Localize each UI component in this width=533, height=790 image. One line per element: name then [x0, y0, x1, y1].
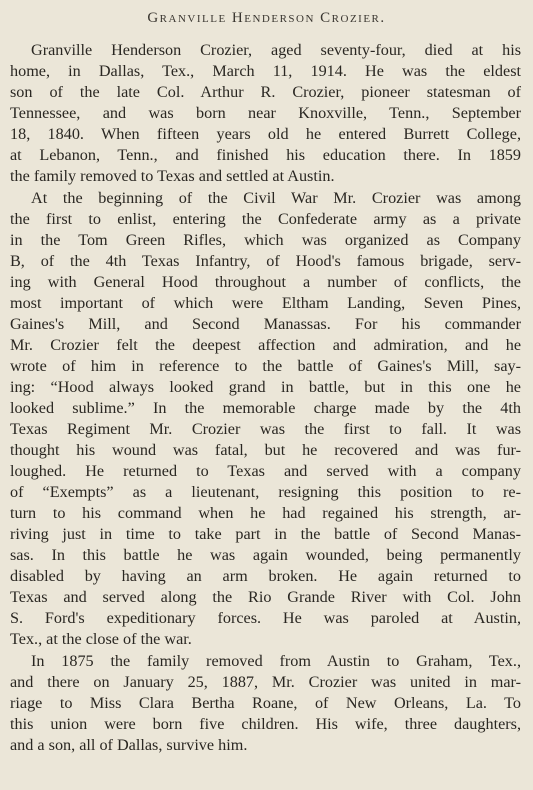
- text-line: loughed. He returned to Texas and served with a company: [10, 462, 521, 480]
- text-line: of “Exempts” as a lieutenant, resigning this position to re-: [10, 483, 521, 501]
- text-line: Mr. Crozier felt the deepest affection and admiration, and he: [10, 336, 521, 354]
- text-line: Granville Henderson Crozier, aged seventy-four, died at his: [31, 41, 521, 59]
- text-line: thought his wound was fatal, but he recovered and was fur-: [10, 441, 521, 459]
- text-line: Texas and served along the Rio Grande River with Col. John: [10, 588, 521, 606]
- text-line: and there on January 25, 1887, Mr. Crozier was united in mar-: [10, 673, 521, 691]
- text-line: B, of the 4th Texas Infantry, of Hood's famous brigade, serv-: [10, 252, 521, 270]
- text-line: and a son, all of Dallas, survive him.: [10, 736, 248, 754]
- text-line: In 1875 the family removed from Austin to Graham, Tex.,: [31, 652, 521, 670]
- text-line: riving just in time to take part in the battle of Second Manas-: [10, 525, 521, 543]
- text-line: son of the late Col. Arthur R. Crozier, pioneer statesman of: [10, 83, 521, 101]
- text-line: riage to Miss Clara Bertha Roane, of New Orleans, La. To: [10, 694, 521, 712]
- text-line: home, in Dallas, Tex., March 11, 1914. He was the eldest: [10, 62, 521, 80]
- text-line: turn to his command when he had regained his strength, ar-: [10, 504, 521, 522]
- text-line: S. Ford's expeditionary forces. He was paroled at Austin,: [10, 609, 521, 627]
- text-line: disabled by having an arm broken. He again returned to: [10, 567, 521, 585]
- text-line: this union were born five children. His wife, three daughters,: [10, 715, 521, 733]
- text-line: ing: “Hood always looked grand in battle, but in this one he: [10, 378, 521, 396]
- text-line: Tex., at the close of the war.: [10, 630, 192, 648]
- text-line: in the Tom Green Rifles, which was organized as Company: [10, 231, 521, 249]
- text-line: Texas Regiment Mr. Crozier was the first to fall. It was: [10, 420, 521, 438]
- text-line: the first to enlist, entering the Confederate army as a private: [10, 210, 521, 228]
- text-line: looked sublime.” In the memorable charge made by the 4th: [10, 399, 521, 417]
- text-line: Tennessee, and was born near Knoxville, Tenn., September: [10, 104, 521, 122]
- page-title: Granville Henderson Crozier.: [147, 10, 386, 26]
- text-line: ing with General Hood throughout a number of conflicts, the: [10, 273, 521, 291]
- text-line: sas. In this battle he was again wounded, being permanently: [10, 546, 521, 564]
- text-line: at Lebanon, Tenn., and finished his education there. In 1859: [10, 146, 521, 164]
- text-line: Gaines's Mill, and Second Manassas. For his commander: [10, 315, 521, 333]
- text-line: 18, 1840. When fifteen years old he entered Burrett College,: [10, 125, 521, 143]
- text-line: wrote of him in reference to the battle of Gaines's Mill, say-: [10, 357, 521, 375]
- text-line: most important of which were Eltham Landing, Seven Pines,: [10, 294, 521, 312]
- text-line: the family removed to Texas and settled at Austin.: [10, 167, 335, 185]
- text-line: At the beginning of the Civil War Mr. Crozier was among: [31, 189, 521, 207]
